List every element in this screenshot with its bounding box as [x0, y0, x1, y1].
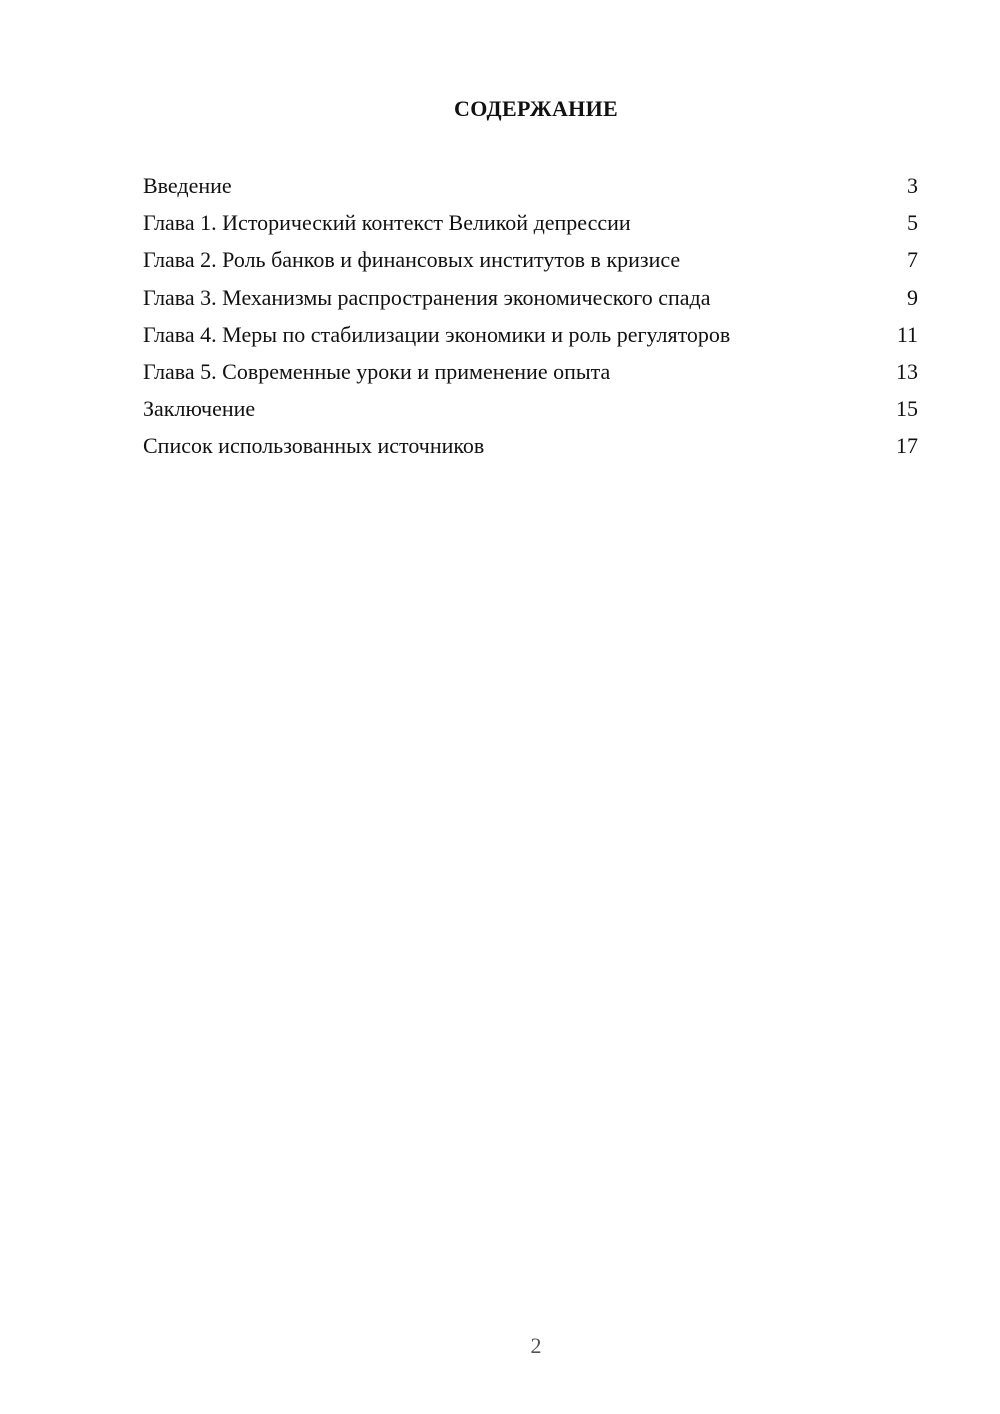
toc-entry-conclusion[interactable]: [143, 390, 918, 427]
toc-entry-chapter-4[interactable]: [143, 316, 918, 353]
toc-entry-label: Глава 2. Роль банков и финансовых институтов в кризисе: [143, 247, 681, 273]
toc-entry-page: 5: [907, 210, 918, 236]
toc-entry-label: Глава 5. Современные уроки и применение опыта: [143, 358, 611, 384]
toc-entry-label: Заключение: [143, 396, 256, 422]
toc-entry-page: 13: [896, 358, 918, 384]
toc-entry-chapter-1[interactable]: [143, 204, 918, 241]
toc-entry-introduction[interactable]: [143, 167, 918, 204]
toc-entry-chapter-2[interactable]: [143, 241, 918, 278]
toc-entry-chapter-5[interactable]: [143, 353, 918, 390]
page-title: СОДЕРЖАНИЕ: [454, 96, 618, 121]
toc-entry-label: Глава 4. Меры по стабилизации экономики и роль регуляторов: [143, 321, 731, 347]
toc-entry-page: 9: [907, 284, 918, 310]
toc-entry-page: 15: [896, 396, 918, 422]
page-number: 2: [530, 1333, 542, 1358]
table-of-contents: [143, 167, 918, 465]
toc-entry-chapter-3[interactable]: [143, 279, 918, 316]
toc-entry-label: Глава 1. Исторический контекст Великой депрессии: [143, 210, 631, 236]
toc-entry-references[interactable]: [143, 427, 918, 464]
toc-entry-page: 3: [907, 173, 918, 198]
toc-entry-page: 7: [907, 247, 918, 273]
toc-entry-page: 17: [896, 433, 918, 459]
toc-entry-page: 11: [896, 321, 918, 347]
toc-entry-label: Введение: [143, 173, 232, 198]
toc-entry-label: Глава 3. Механизмы распространения экономического спада: [143, 284, 711, 310]
toc-entry-label: Список использованных источников: [143, 433, 485, 459]
